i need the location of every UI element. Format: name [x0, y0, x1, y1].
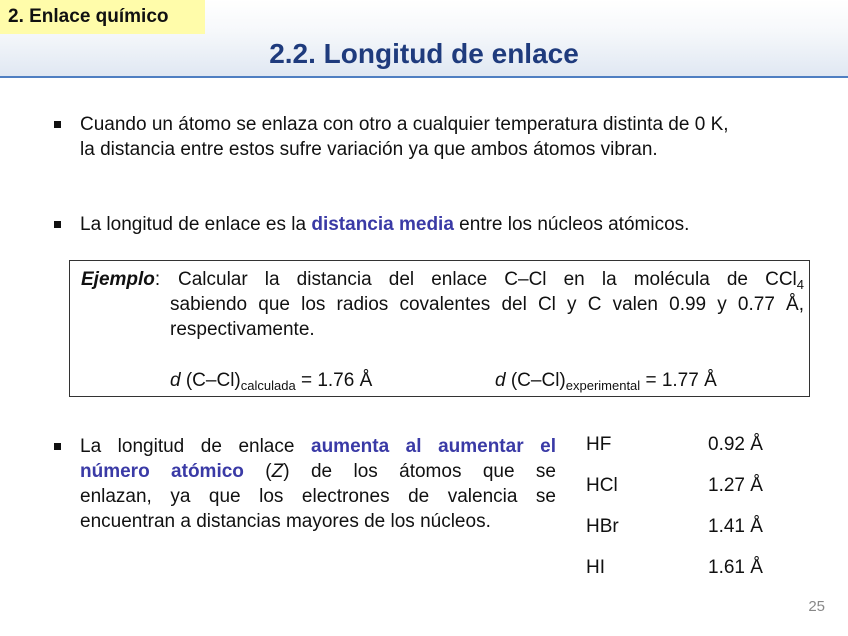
bond-row	[586, 434, 786, 458]
atomic-line2: número atómico (Z) de los átomos que se	[80, 461, 556, 482]
section-tag: 2. Enlace químico	[0, 0, 205, 34]
atomic-line3: enlazan, ya que los electrones de valencia se	[80, 486, 556, 507]
bullet-vibration-line1: Cuando un átomo se enlaza con otro a cualquier temperatura distinta de 0 K,	[80, 114, 729, 135]
calc-subscript: calculada	[240, 378, 296, 393]
atomic-highlight-2: número atómico	[80, 461, 244, 482]
calculated-distance	[170, 370, 372, 393]
example-line1-text: Calcular la distancia del enlace C–Cl en la molécula de CCl	[178, 269, 797, 290]
definition-highlight: distancia media	[311, 214, 454, 235]
slide-title: 2.2. Longitud de enlace	[269, 38, 579, 69]
calc-bond: (C–Cl)	[180, 370, 241, 391]
bullet-vibration	[80, 112, 820, 162]
calc-d-symbol: d	[170, 370, 181, 391]
example-statement-line1	[178, 269, 804, 292]
bond-row	[586, 557, 786, 581]
bullet-vibration-line2: la distancia entre estos sufre variación ya que ambos átomos vibran.	[80, 139, 658, 160]
definition-text-post: entre los núcleos atómicos.	[453, 214, 690, 235]
experimental-distance	[495, 370, 717, 393]
molecule-name: HBr	[586, 516, 619, 537]
exp-bond: (C–Cl)	[505, 370, 566, 391]
example-statement-line3: respectivamente.	[170, 319, 315, 340]
example-line1	[81, 269, 160, 291]
ccl4-subscript: 4	[796, 277, 804, 292]
example-statement-line2: sabiendo que los radios covalentes del Cl y C valen 0.99 y 0.77 Å,	[170, 294, 804, 315]
exp-d-symbol: d	[495, 370, 506, 391]
calc-value: = 1.76 Å	[295, 370, 373, 391]
bullet-atomic-number	[80, 434, 556, 534]
exp-value: = 1.77 Å	[640, 370, 717, 391]
bond-row	[586, 475, 786, 499]
bullet-marker	[54, 121, 61, 128]
atomic-line1: La longitud de enlace aumenta al aumentar el	[80, 436, 556, 457]
molecule-name: HCl	[586, 475, 618, 496]
bullet-definition	[80, 212, 820, 237]
example-box	[69, 260, 810, 397]
molecule-name: HI	[586, 557, 605, 578]
molecule-name: HF	[586, 434, 612, 455]
page-number: 25	[808, 598, 825, 615]
bond-row	[586, 516, 786, 540]
atomic-highlight-1: aumenta al aumentar el	[311, 436, 556, 457]
bond-length: 1.61 Å	[708, 557, 763, 578]
bullet-marker	[54, 221, 61, 228]
exp-subscript: experimental	[565, 378, 641, 393]
bond-length: 0.92 Å	[708, 434, 763, 455]
z-symbol: Z	[271, 461, 284, 482]
example-label: Ejemplo	[81, 269, 155, 290]
example-colon: :	[154, 269, 161, 290]
bullet-marker	[54, 443, 61, 450]
definition-text-pre: La longitud de enlace es la	[80, 214, 312, 235]
bond-length: 1.41 Å	[708, 516, 763, 537]
bond-length: 1.27 Å	[708, 475, 763, 496]
header-divider	[0, 76, 848, 78]
atomic-line4: encuentran a distancias mayores de los núcleos.	[80, 511, 491, 532]
